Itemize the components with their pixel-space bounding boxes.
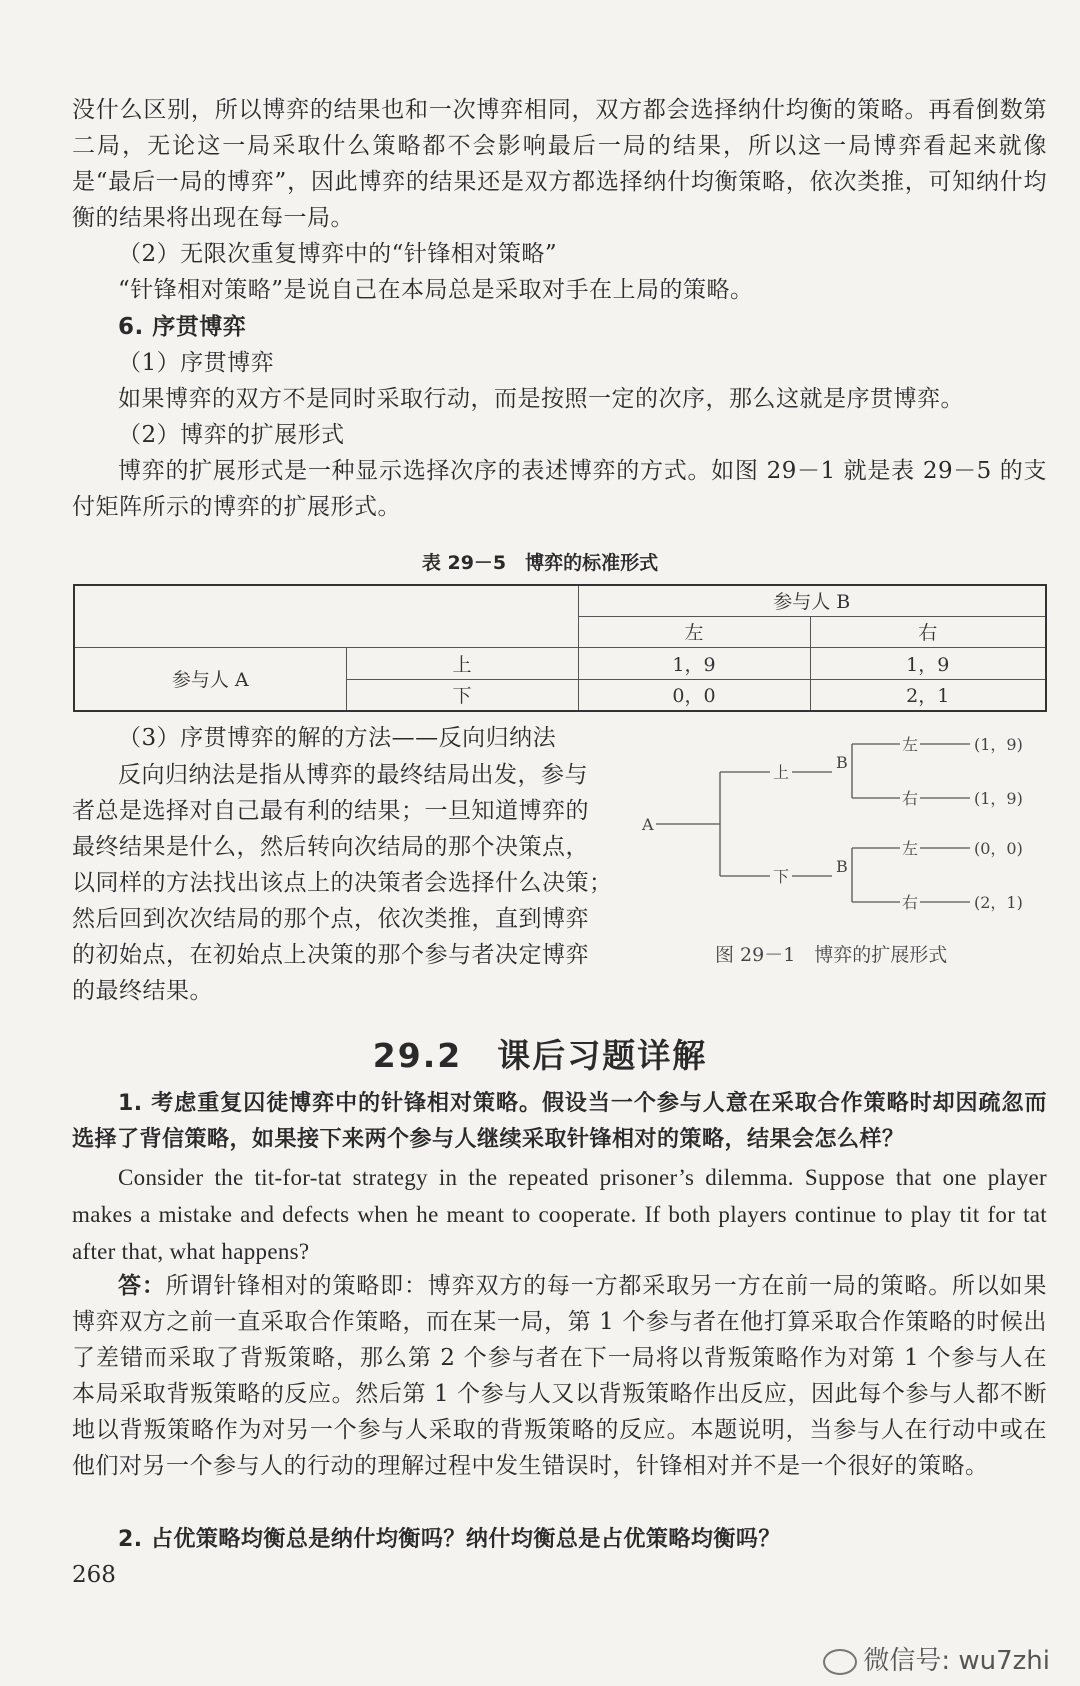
cell-up-left: 1，9 xyxy=(578,647,810,679)
tree-ur-label: 右 xyxy=(902,789,919,808)
payoff-table xyxy=(73,584,1047,712)
table-caption: 表 29－5 博弈的标准形式 xyxy=(421,552,659,574)
figure-caption: 图 29－1 博弈的扩展形式 xyxy=(715,944,948,966)
bi-line: 以同样的方法找出该点上的决策者会选择什么决策； xyxy=(72,870,613,896)
subheading-tit-for-tat: （2）无限次重复博弈中的“针锋相对策略” xyxy=(118,241,558,267)
section-6-heading: 6. 序贯博弈 xyxy=(118,314,247,340)
row-down-header: 下 xyxy=(346,679,578,711)
sequential-subheading: （1）序贯博弈 xyxy=(118,350,275,376)
backward-induction-subheading: （3）序贯博弈的解的方法——反向归纳法 xyxy=(118,725,557,751)
tree-node-b-down: B xyxy=(836,857,848,876)
bi-line: 然后回到次次结局的那个点，依次类推，直到博弈 xyxy=(72,906,589,932)
question-2: 2. 占优策略均衡总是纳什均衡吗？纳什均衡总是占优策略均衡吗？ xyxy=(118,1527,781,1552)
table-corner xyxy=(74,585,578,647)
col-left-header: 左 xyxy=(578,616,810,647)
tit-for-tat-definition: “针锋相对策略”是说自己在本局总是采取对手在上局的策略。 xyxy=(118,277,754,303)
game-tree xyxy=(640,728,1050,918)
extensive-definition: 博弈的扩展形式是一种显示选择次序的表述博弈的方式。如图 29－1 就是表 29－5 的支付矩阵所示的博弈的扩展形式。 xyxy=(72,458,1047,520)
tree-root-label: A xyxy=(642,815,654,834)
col-right-header: 右 xyxy=(810,616,1046,647)
extensive-subheading: （2）博弈的扩展形式 xyxy=(118,422,345,448)
cell-down-right: 2，1 xyxy=(810,679,1046,711)
tree-payoff-dl: (0，0) xyxy=(974,839,1023,858)
tree-down-label: 下 xyxy=(773,867,790,886)
page-number: 268 xyxy=(72,1562,116,1588)
bi-line: 的最终结果。 xyxy=(72,978,213,1004)
bi-line: 反向归纳法是指从博弈的最终结局出发，参与 xyxy=(118,762,588,788)
tree-dr-label: 右 xyxy=(902,893,919,912)
tree-up-label: 上 xyxy=(773,763,790,782)
watermark-text: 微信号: wu7zhi xyxy=(863,1646,1050,1676)
wechat-watermark xyxy=(823,1640,1050,1677)
bi-line: 的初始点，在初始点上决策的那个参与者决定博弈 xyxy=(72,942,589,968)
tree-payoff-ul: (1，9) xyxy=(974,735,1023,754)
cell-down-left: 0，0 xyxy=(578,679,810,711)
section-title: 29.2 课后习题详解 xyxy=(372,1036,708,1075)
question-1: 1. 考虑重复囚徒博弈中的针锋相对策略。假设当一个参与人意在采取合作策略时却因疏忽而选择了背信策略，如果接下来两个参与人继续采取针锋相对的策略，结果会怎么样？ xyxy=(72,1091,1047,1152)
tree-payoff-dr: (2，1) xyxy=(974,893,1023,912)
question-1-english: Consider the tit-for-tat strategy in the repeated prisoner’s dilemma. Suppose that one player makes a mistake and defects when he meant to cooperate. If both players continue to play tit for tat after that, what happens? xyxy=(72,1165,1047,1264)
bi-line: 者总是选择对自己最有利的结果；一旦知道博弈的 xyxy=(72,798,589,824)
answer-label: 答： xyxy=(118,1273,166,1299)
wechat-icon xyxy=(823,1649,857,1675)
answer-1 xyxy=(72,1268,1047,1484)
sequential-definition: 如果博弈的双方不是同时采取行动，而是按照一定的次序，那么这就是序贯博弈。 xyxy=(118,386,964,412)
answer-1-text: 所谓针锋相对的策略即：博弈双方的每一方都采取另一方在前一局的策略。所以如果博弈双方之前一直采取合作策略，而在某一局，第 1 个参与者在他打算采取合作策略的时候出了差错而采取了背叛策略，那么第 2 个参与者在下一局将以背叛策略作为对第 1 个参与人在本局采取背叛策略的反应。然后第 1 个参与人又以背叛策略作出反应，因此每个参与人都不断地以背叛策略作为对另一个参与人采取的背叛策略的反应。本题说明，当参与人在行动中或在他们对另一个参与人的行动的理解过程中发生错误时，针锋相对并不是一个很好的策略。 xyxy=(72,1273,1048,1479)
tree-ul-label: 左 xyxy=(902,735,919,754)
intro-paragraph: 没什么区别，所以博弈的结果也和一次博弈相同，双方都会选择纳什均衡的策略。再看倒数第二局，无论这一局采取什么策略都不会影响最后一局的结果，所以这一局博弈看起来就像是“最后一局的博弈”，因此博弈的结果还是双方都选择纳什均衡策略，依次类推，可知纳什均衡的结果将出现在每一局。 xyxy=(72,97,1047,231)
bi-line: 最终结果是什么，然后转向次结局的那个决策点， xyxy=(72,834,589,860)
player-a-header: 参与人 A xyxy=(74,647,346,711)
tree-dl-label: 左 xyxy=(902,839,919,858)
tree-node-b-up: B xyxy=(836,753,848,772)
cell-up-right: 1，9 xyxy=(810,647,1046,679)
tree-payoff-ur: (1，9) xyxy=(974,789,1023,808)
player-b-header: 参与人 B xyxy=(578,585,1046,616)
row-up-header: 上 xyxy=(346,647,578,679)
